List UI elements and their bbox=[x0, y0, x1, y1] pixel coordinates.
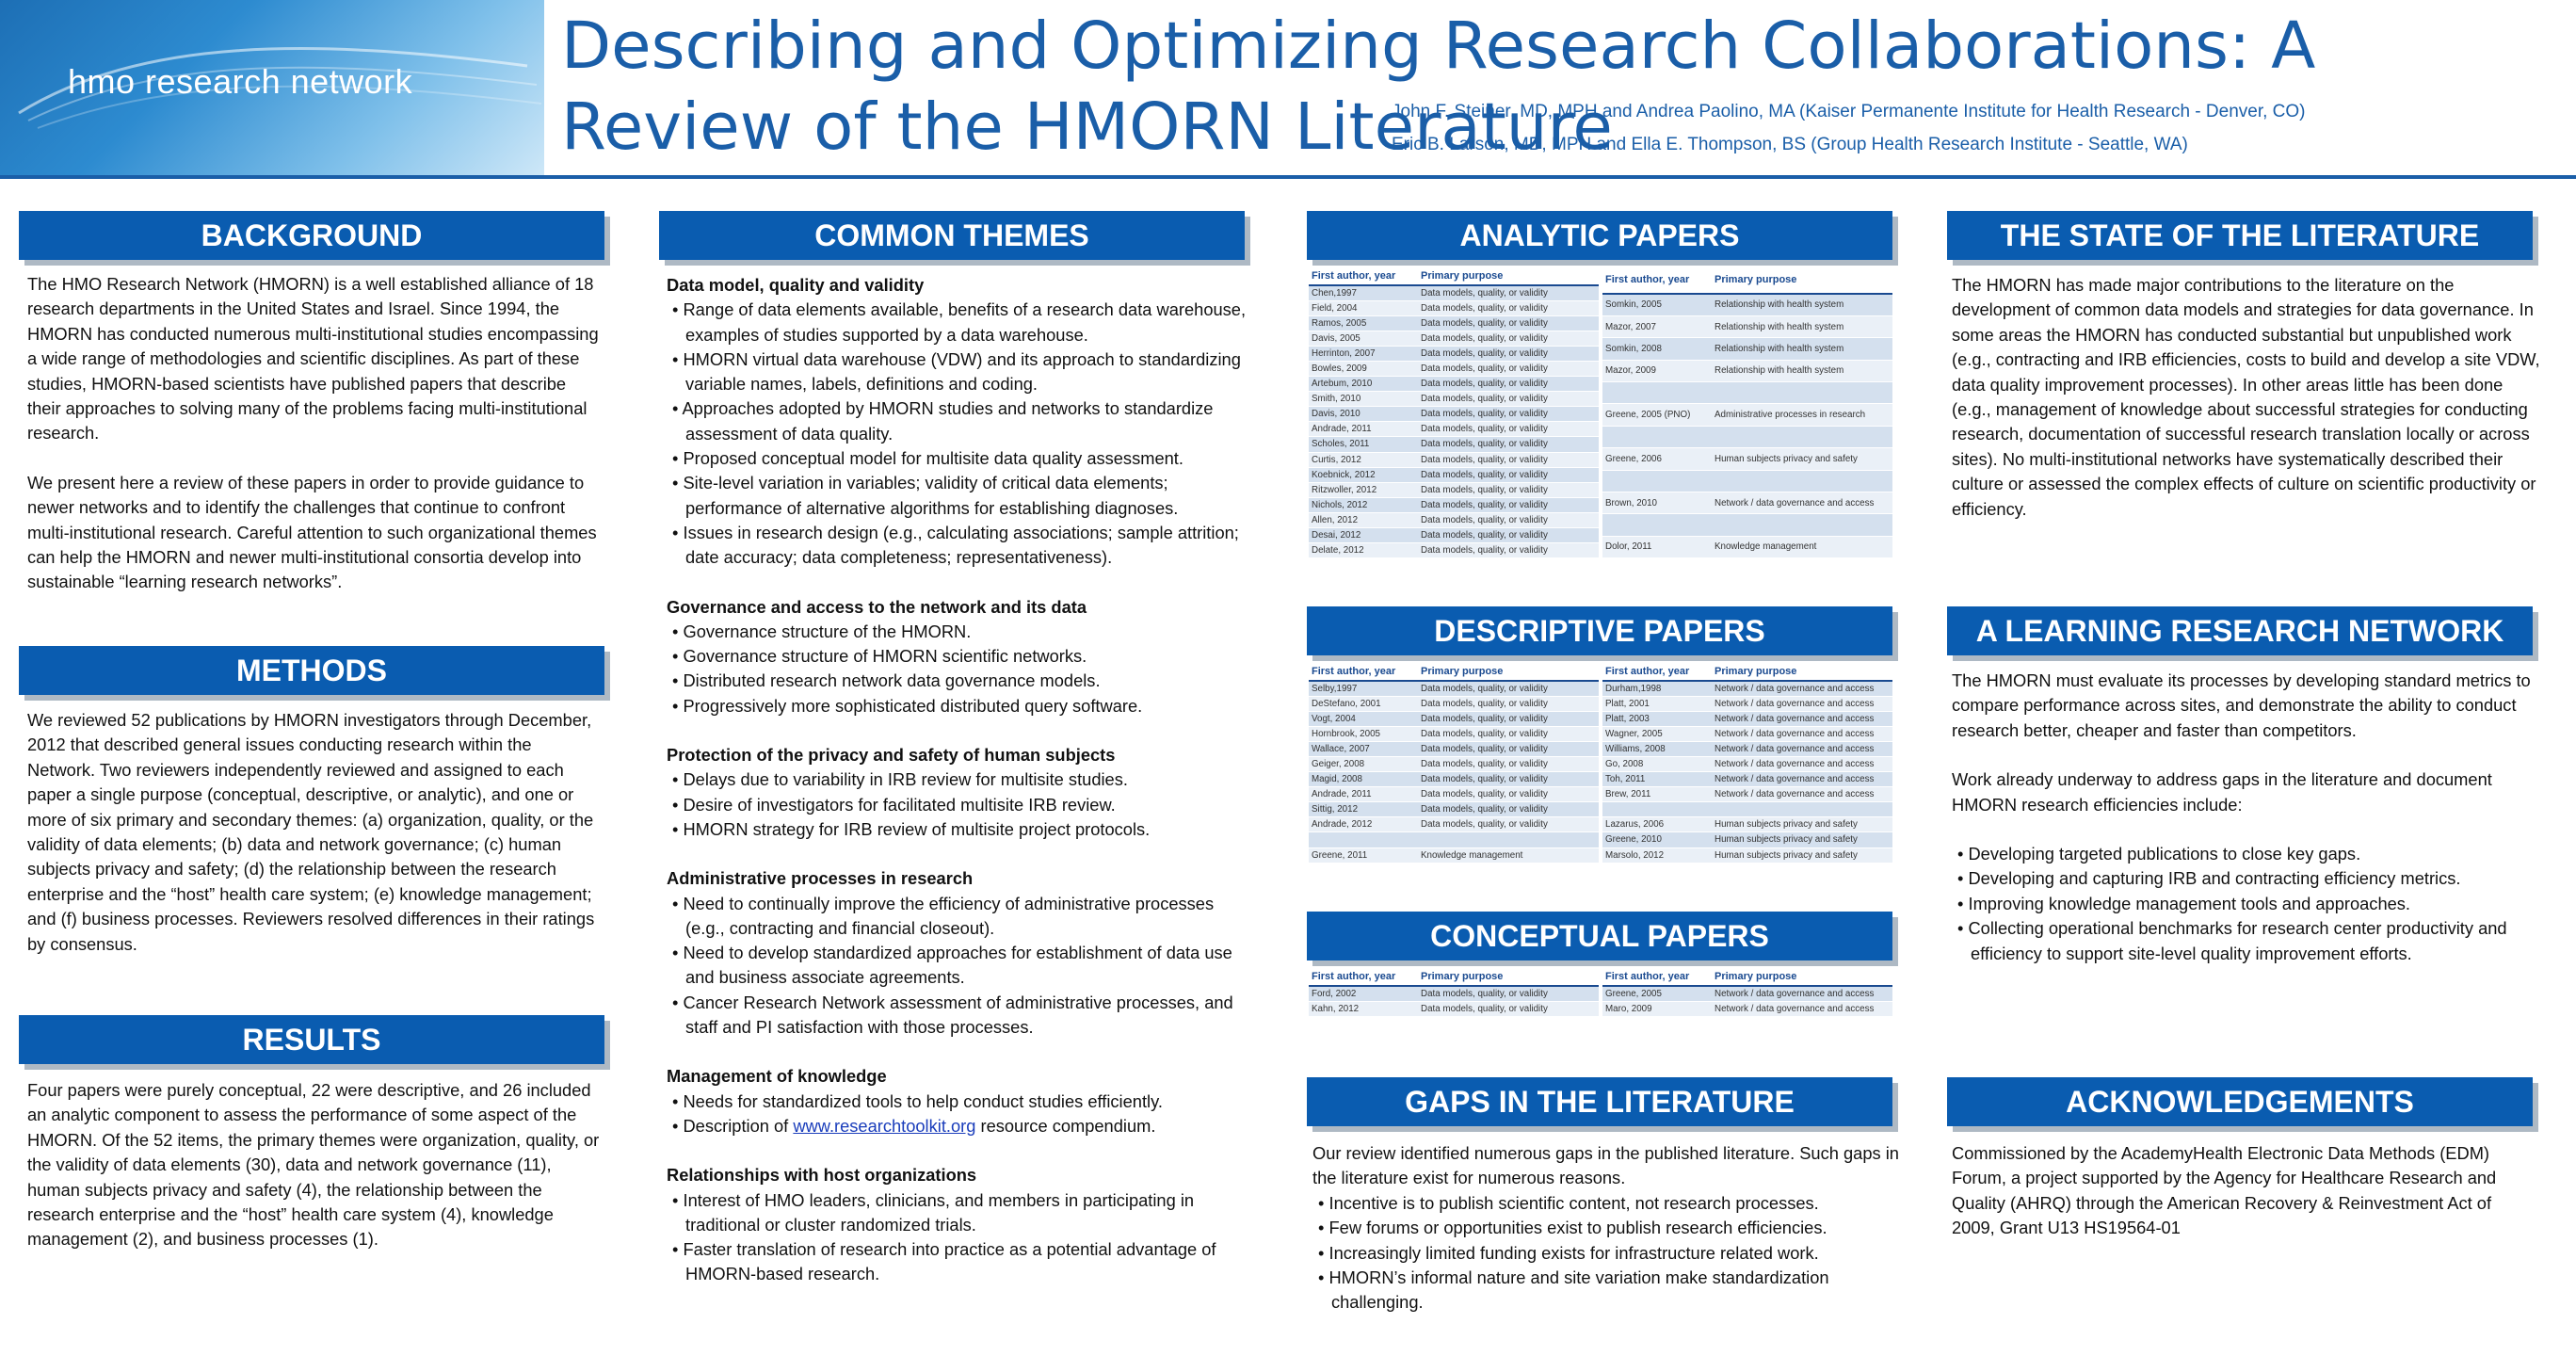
theme-item: • Desire of investigators for facilitated multisite IRB review. bbox=[672, 794, 1116, 815]
table-row bbox=[1309, 497, 1599, 512]
state-paragraph: The HMORN has made major contributions to the literature on the development of common data models and strategies for data governance. In some areas the HMORN has conducted substantial but unpublished work (e.g., contracting and IRB efficiencies, costs to build and develop a site VDW, data quality improvement processes). In other areas little has been done (e.g., management of knowledge about successful strategies for conducting research, documentation of successful research translation locally or across sites). No multi-institutional networks have systematically described their culture or assessed the complex effects of culture on scientific productivity or efficiency. bbox=[1952, 275, 2540, 519]
cell-purpose: Network / data governance and access bbox=[1712, 492, 1892, 513]
cell-author: Andrade, 2011 bbox=[1309, 787, 1418, 802]
cell-purpose: Data models, quality, or validity bbox=[1418, 422, 1599, 437]
cell-purpose: Administrative processes in research bbox=[1712, 404, 1892, 426]
table-row bbox=[1602, 448, 1892, 470]
theme-item: • Interest of HMO leaders, clinicians, and members in participating in traditional or cluster randomized trials. bbox=[672, 1189, 1195, 1235]
column-header-purpose: Primary purpose bbox=[1418, 662, 1599, 681]
theme-item: • Range of data elements available, benefits of a research data warehouse, examples of studies supported by a data warehouse. bbox=[672, 299, 1247, 345]
table-row bbox=[1602, 832, 1892, 848]
cell-purpose: Data models, quality, or validity bbox=[1418, 300, 1599, 315]
table-row bbox=[1602, 470, 1892, 492]
cell-purpose: Human subjects privacy and safety bbox=[1712, 848, 1892, 863]
cell-purpose: Data models, quality, or validity bbox=[1418, 528, 1599, 543]
cell-author: Greene, 2005 (PNO) bbox=[1602, 404, 1712, 426]
background-paragraph-1: The HMO Research Network (HMORN) is a well established alliance of 18 research departments in the United States and Israel. Since 1994, the HMORN has conducted numerous multi-institutional studies encompassing a wide range of methodologies and scientific disciplines. As part of these studies, HMORN-based scientists have published papers that describe their approaches to solving many of the problems facing multi-institutional research. bbox=[27, 274, 599, 444]
state-section bbox=[1952, 273, 2541, 522]
column-header-author: First author, year bbox=[1309, 662, 1418, 681]
table-row bbox=[1309, 772, 1599, 787]
table-row bbox=[1309, 832, 1599, 848]
table-row bbox=[1602, 741, 1892, 756]
column-header-purpose: Primary purpose bbox=[1418, 967, 1599, 986]
cell-author: Sittig, 2012 bbox=[1309, 802, 1418, 817]
background-heading: BACKGROUND bbox=[19, 211, 604, 260]
conceptual-table bbox=[1309, 967, 1892, 1017]
poster-title: Describing and Optimizing Research Collaborations: A Review of the HMORN Literature bbox=[561, 8, 2316, 165]
cell-author bbox=[1602, 514, 1712, 536]
cell-author: Desai, 2012 bbox=[1309, 528, 1418, 543]
table-row bbox=[1309, 407, 1599, 422]
cell-purpose bbox=[1712, 802, 1892, 817]
table-row bbox=[1602, 711, 1892, 726]
theme-item: • Governance structure of HMORN scientific networks. bbox=[672, 646, 1087, 667]
table-row bbox=[1309, 422, 1599, 437]
cell-author: Durham,1998 bbox=[1602, 681, 1712, 696]
table-row bbox=[1309, 848, 1599, 863]
cell-author: Bowles, 2009 bbox=[1309, 361, 1418, 376]
column-header-author: First author, year bbox=[1309, 967, 1418, 986]
cell-author: Dolor, 2011 bbox=[1602, 536, 1712, 558]
gaps-section bbox=[1312, 1141, 1915, 1316]
cell-purpose: Data models, quality, or validity bbox=[1418, 787, 1599, 802]
cell-purpose: Data models, quality, or validity bbox=[1418, 817, 1599, 832]
theme-item: • Proposed conceptual model for multisite data quality assessment. bbox=[672, 448, 1183, 469]
cell-author: Ritzwoller, 2012 bbox=[1309, 482, 1418, 497]
cell-purpose: Data models, quality, or validity bbox=[1418, 452, 1599, 467]
table-header-row bbox=[1602, 967, 1892, 986]
table-header-row bbox=[1309, 967, 1599, 986]
theme-item: • Approaches adopted by HMORN studies and networks to standardize assessment of data quality. bbox=[672, 398, 1214, 444]
cell-author: Geiger, 2008 bbox=[1309, 756, 1418, 771]
table-row bbox=[1602, 726, 1892, 741]
table-row bbox=[1602, 696, 1892, 711]
cell-purpose: Data models, quality, or validity bbox=[1418, 437, 1599, 452]
results-paragraph: Four papers were purely conceptual, 22 were descriptive, and 26 included an analytic component to assess the performance of some aspect of the HMORN. Of the 52 items, the primary themes were organization, quality, or the validity of data elements (30), data and network governance (11), human subjects privacy and safety (4), the relationship between the research enterprise and the “host” health care system (4), knowledge management (2), and business processes (1). bbox=[27, 1080, 600, 1250]
cell-purpose: Network / data governance and access bbox=[1712, 787, 1892, 802]
column-header-purpose: Primary purpose bbox=[1712, 662, 1892, 681]
table-row bbox=[1602, 426, 1892, 447]
cell-author bbox=[1309, 832, 1418, 848]
cell-purpose: Network / data governance and access bbox=[1712, 772, 1892, 787]
cell-author: Marsolo, 2012 bbox=[1602, 848, 1712, 863]
cell-author: Greene, 2010 bbox=[1602, 832, 1712, 848]
descriptive-table bbox=[1309, 662, 1892, 864]
cell-author: Vogt, 2004 bbox=[1309, 711, 1418, 726]
table-row bbox=[1602, 787, 1892, 802]
cell-purpose: Data models, quality, or validity bbox=[1418, 986, 1599, 1001]
table-row bbox=[1309, 377, 1599, 392]
table-row bbox=[1309, 741, 1599, 756]
analytic-table bbox=[1309, 266, 1892, 558]
table-row bbox=[1602, 514, 1892, 536]
table-row bbox=[1602, 772, 1892, 787]
table-row bbox=[1602, 382, 1892, 404]
cell-author: Magid, 2008 bbox=[1309, 772, 1418, 787]
cell-purpose: Data models, quality, or validity bbox=[1418, 741, 1599, 756]
learning-paragraph-2: Work already underway to address gaps in the literature and document HMORN research efficiencies include: bbox=[1952, 769, 2492, 815]
cell-purpose: Network / data governance and access bbox=[1712, 1001, 1892, 1016]
conceptual-table-right bbox=[1602, 967, 1892, 1017]
cell-author: DeStefano, 2001 bbox=[1309, 696, 1418, 711]
cell-author: Delate, 2012 bbox=[1309, 543, 1418, 558]
cell-author: Wallace, 2007 bbox=[1309, 741, 1418, 756]
cell-author: Artebum, 2010 bbox=[1309, 377, 1418, 392]
table-row bbox=[1602, 756, 1892, 771]
cell-purpose: Knowledge management bbox=[1418, 848, 1599, 863]
cell-purpose: Data models, quality, or validity bbox=[1418, 377, 1599, 392]
table-header-row bbox=[1602, 266, 1892, 294]
theme-item: • HMORN virtual data warehouse (VDW) and its approach to standardizing variable names, labels, definitions and coding. bbox=[672, 348, 1241, 395]
cell-purpose: Network / data governance and access bbox=[1712, 741, 1892, 756]
table-row bbox=[1309, 437, 1599, 452]
table-row bbox=[1309, 346, 1599, 361]
cell-author: Allen, 2012 bbox=[1309, 512, 1418, 527]
state-heading: THE STATE OF THE LITERATURE bbox=[1947, 211, 2533, 260]
table-row bbox=[1309, 543, 1599, 558]
column-header-author: First author, year bbox=[1602, 662, 1712, 681]
cell-purpose bbox=[1712, 426, 1892, 447]
themes-heading: COMMON THEMES bbox=[659, 211, 1245, 260]
table-row bbox=[1602, 986, 1892, 1001]
table-row bbox=[1309, 331, 1599, 346]
cell-purpose: Data models, quality, or validity bbox=[1418, 711, 1599, 726]
theme-item: • Progressively more sophisticated distributed query software. bbox=[672, 695, 1143, 716]
descriptive-table-left bbox=[1309, 662, 1599, 864]
cell-purpose: Data models, quality, or validity bbox=[1418, 407, 1599, 422]
results-section bbox=[27, 1078, 602, 1252]
cell-purpose: Data models, quality, or validity bbox=[1418, 681, 1599, 696]
table-row bbox=[1602, 817, 1892, 832]
cell-author bbox=[1602, 802, 1712, 817]
cell-author: Wagner, 2005 bbox=[1602, 726, 1712, 741]
gaps-item: • Increasingly limited funding exists for infrastructure related work. bbox=[1318, 1242, 1819, 1263]
table-row bbox=[1602, 315, 1892, 337]
learning-paragraph-1: The HMORN must evaluate its processes by developing standard metrics to compare performance across sites, and demonstrate the ability to conduct research better, cheaper and faster than competitors. bbox=[1952, 670, 2531, 740]
cell-author: Mazor, 2007 bbox=[1602, 315, 1712, 337]
cell-author: Platt, 2001 bbox=[1602, 696, 1712, 711]
cell-author: Maro, 2009 bbox=[1602, 1001, 1712, 1016]
cell-author: Williams, 2008 bbox=[1602, 741, 1712, 756]
cell-purpose: Data models, quality, or validity bbox=[1418, 512, 1599, 527]
cell-author bbox=[1602, 470, 1712, 492]
theme-item: • Site-level variation in variables; validity of critical data elements; performance of alternative algorithms for establishing diagnoses. bbox=[672, 473, 1179, 518]
header-divider bbox=[0, 175, 2576, 179]
cell-author: Kahn, 2012 bbox=[1309, 1001, 1418, 1016]
analytic-heading: ANALYTIC PAPERS bbox=[1307, 211, 1892, 260]
cell-author: Nichols, 2012 bbox=[1309, 497, 1418, 512]
column-header-purpose: Primary purpose bbox=[1712, 266, 1892, 294]
table-row bbox=[1309, 392, 1599, 407]
cell-author: Ramos, 2005 bbox=[1309, 315, 1418, 331]
table-row bbox=[1602, 294, 1892, 315]
theme-title: Governance and access to the network and its data bbox=[667, 596, 1087, 617]
theme-title: Administrative processes in research bbox=[667, 868, 974, 889]
logo-text: hmo research network bbox=[68, 62, 413, 101]
cell-purpose: Knowledge management bbox=[1712, 536, 1892, 558]
results-heading: RESULTS bbox=[19, 1015, 604, 1064]
table-row bbox=[1602, 492, 1892, 513]
ack-paragraph: Commissioned by the AcademyHealth Electronic Data Methods (EDM) Forum, a project supported by the Agency for Healthcare Research and Quality (AHRQ) through the American Recovery & Reinvestment Act of 2009, Grant U13 HS19564-01 bbox=[1952, 1143, 2497, 1238]
cell-purpose: Network / data governance and access bbox=[1712, 986, 1892, 1001]
cell-author: Davis, 2005 bbox=[1309, 331, 1418, 346]
theme-item: • Description of www.researchtoolkit.org resource compendium. bbox=[672, 1115, 1156, 1136]
theme-item: • Needs for standardized tools to help conduct studies efficiently. bbox=[672, 1090, 1163, 1111]
cell-purpose: Data models, quality, or validity bbox=[1418, 392, 1599, 407]
cell-purpose bbox=[1712, 382, 1892, 404]
conceptual-table-left bbox=[1309, 967, 1599, 1017]
analytic-table-left bbox=[1309, 266, 1599, 558]
column-header-author: First author, year bbox=[1602, 266, 1712, 294]
table-row bbox=[1602, 1001, 1892, 1016]
cell-purpose: Data models, quality, or validity bbox=[1418, 346, 1599, 361]
table-row bbox=[1309, 482, 1599, 497]
table-row bbox=[1309, 986, 1599, 1001]
column-header-author: First author, year bbox=[1602, 967, 1712, 986]
cell-purpose bbox=[1712, 470, 1892, 492]
themes-section bbox=[667, 273, 1250, 1287]
cell-purpose: Relationship with health system bbox=[1712, 294, 1892, 315]
table-row bbox=[1602, 404, 1892, 426]
cell-purpose: Human subjects privacy and safety bbox=[1712, 817, 1892, 832]
gaps-item: • HMORN’s informal nature and site variation make standardization challenging. bbox=[1318, 1267, 1829, 1313]
cell-author: Toh, 2011 bbox=[1602, 772, 1712, 787]
author-line-2: Eric B. Larson, MD, MPH and Ella E. Thompson, BS (Group Health Research Institute - Seattle, WA) bbox=[1392, 135, 2188, 154]
table-row bbox=[1602, 338, 1892, 360]
theme-item: • Delays due to variability in IRB review for multisite studies. bbox=[672, 769, 1128, 790]
theme-title: Management of knowledge bbox=[667, 1066, 887, 1087]
cell-author: Koebnick, 2012 bbox=[1309, 467, 1418, 482]
gaps-heading: GAPS IN THE LITERATURE bbox=[1307, 1077, 1892, 1126]
cell-purpose: Network / data governance and access bbox=[1712, 681, 1892, 696]
cell-purpose: Data models, quality, or validity bbox=[1418, 467, 1599, 482]
table-row bbox=[1602, 848, 1892, 863]
cell-author: Greene, 2005 bbox=[1602, 986, 1712, 1001]
analytic-table-right bbox=[1602, 266, 1892, 558]
theme-title: Data model, quality and validity bbox=[667, 275, 925, 295]
theme-item: • Faster translation of research into practice as a potential advantage of HMORN-based research. bbox=[672, 1239, 1216, 1284]
theme-item: • Need to continually improve the efficiency of administrative processes (e.g., contracting and financial closeout). bbox=[672, 893, 1215, 938]
cell-author bbox=[1602, 426, 1712, 447]
cell-author: Andrade, 2012 bbox=[1309, 817, 1418, 832]
descriptive-heading: DESCRIPTIVE PAPERS bbox=[1307, 606, 1892, 655]
cell-author: Selby,1997 bbox=[1309, 681, 1418, 696]
table-row bbox=[1602, 360, 1892, 381]
learning-heading: A LEARNING RESEARCH NETWORK bbox=[1947, 606, 2533, 655]
table-row bbox=[1602, 536, 1892, 558]
table-row bbox=[1309, 528, 1599, 543]
cell-purpose: Data models, quality, or validity bbox=[1418, 482, 1599, 497]
table-row bbox=[1309, 452, 1599, 467]
cell-purpose: Data models, quality, or validity bbox=[1418, 802, 1599, 817]
learning-item: • Improving knowledge management tools and approaches. bbox=[1957, 893, 2410, 913]
cell-author: Platt, 2003 bbox=[1602, 711, 1712, 726]
cell-author: Herrinton, 2007 bbox=[1309, 346, 1418, 361]
cell-author: Hornbrook, 2005 bbox=[1309, 726, 1418, 741]
cell-purpose: Network / data governance and access bbox=[1712, 756, 1892, 771]
table-row bbox=[1309, 802, 1599, 817]
cell-author: Curtis, 2012 bbox=[1309, 452, 1418, 467]
cell-purpose: Data models, quality, or validity bbox=[1418, 285, 1599, 300]
cell-purpose: Data models, quality, or validity bbox=[1418, 726, 1599, 741]
table-row bbox=[1309, 361, 1599, 376]
methods-section bbox=[27, 708, 604, 957]
cell-author: Ford, 2002 bbox=[1309, 986, 1418, 1001]
cell-purpose bbox=[1712, 514, 1892, 536]
cell-author: Lazarus, 2006 bbox=[1602, 817, 1712, 832]
conceptual-heading: CONCEPTUAL PAPERS bbox=[1307, 912, 1892, 960]
researchtoolkit-link[interactable]: www.researchtoolkit.org bbox=[793, 1115, 976, 1136]
gaps-intro: Our review identified numerous gaps in the published literature. Such gaps in the literature exist for numerous reasons. bbox=[1312, 1143, 1899, 1188]
table-row bbox=[1309, 696, 1599, 711]
table-row bbox=[1309, 681, 1599, 696]
author-line-1: John F. Steiner, MD, MPH and Andrea Paolino, MA (Kaiser Permanente Institute for Health Research - Denver, CO) bbox=[1392, 102, 2306, 121]
cell-author: Brown, 2010 bbox=[1602, 492, 1712, 513]
cell-purpose: Relationship with health system bbox=[1712, 338, 1892, 360]
table-row bbox=[1309, 512, 1599, 527]
table-row bbox=[1309, 300, 1599, 315]
table-row bbox=[1309, 467, 1599, 482]
table-header-row bbox=[1309, 266, 1599, 285]
table-row bbox=[1309, 726, 1599, 741]
theme-title: Relationships with host organizations bbox=[667, 1165, 977, 1186]
learning-item: • Collecting operational benchmarks for research center productivity and efficiency to support site-level quality improvement efforts. bbox=[1957, 918, 2507, 963]
cell-purpose: Data models, quality, or validity bbox=[1418, 772, 1599, 787]
methods-heading: METHODS bbox=[19, 646, 604, 695]
cell-purpose: Data models, quality, or validity bbox=[1418, 331, 1599, 346]
cell-author: Somkin, 2005 bbox=[1602, 294, 1712, 315]
descriptive-table-right bbox=[1602, 662, 1892, 864]
theme-item: • Distributed research network data governance models. bbox=[672, 670, 1101, 691]
theme-title: Protection of the privacy and safety of human subjects bbox=[667, 745, 1116, 766]
cell-purpose: Data models, quality, or validity bbox=[1418, 756, 1599, 771]
logo-panel bbox=[0, 0, 544, 179]
learning-item: • Developing targeted publications to close key gaps. bbox=[1957, 844, 2361, 864]
cell-purpose: Network / data governance and access bbox=[1712, 711, 1892, 726]
background-section bbox=[27, 272, 602, 595]
theme-item: • Issues in research design (e.g., calculating associations; sample attrition; date accuracy; data completeness; representativeness). bbox=[672, 522, 1239, 568]
table-row bbox=[1309, 315, 1599, 331]
cell-purpose: Data models, quality, or validity bbox=[1418, 543, 1599, 558]
table-row bbox=[1309, 711, 1599, 726]
table-row bbox=[1309, 817, 1599, 832]
cell-purpose: Human subjects privacy and safety bbox=[1712, 448, 1892, 470]
cell-author: Smith, 2010 bbox=[1309, 392, 1418, 407]
table-row bbox=[1309, 787, 1599, 802]
cell-purpose: Network / data governance and access bbox=[1712, 726, 1892, 741]
table-row bbox=[1309, 1001, 1599, 1016]
table-header-row bbox=[1309, 662, 1599, 681]
cell-author: Davis, 2010 bbox=[1309, 407, 1418, 422]
column-header-purpose: Primary purpose bbox=[1712, 967, 1892, 986]
cell-purpose: Relationship with health system bbox=[1712, 360, 1892, 381]
table-row bbox=[1602, 802, 1892, 817]
table-row bbox=[1602, 681, 1892, 696]
cell-purpose: Human subjects privacy and safety bbox=[1712, 832, 1892, 848]
theme-item: • Cancer Research Network assessment of administrative processes, and staff and PI satisfaction with those processes. bbox=[672, 992, 1233, 1038]
cell-author: Greene, 2006 bbox=[1602, 448, 1712, 470]
cell-purpose: Data models, quality, or validity bbox=[1418, 361, 1599, 376]
column-header-purpose: Primary purpose bbox=[1418, 266, 1599, 285]
methods-paragraph: We reviewed 52 publications by HMORN investigators through December, 2012 that described general issues conducting research within the Network. Two reviewers independently reviewed and assigned to each paper a single purpose (conceptual, descriptive, or analytic), and one or more of six primary and secondary themes: (a) organization, quality, or the validity of data elements; (b) data and network governance; (c) human subjects privacy and safety; (d) the relationship between the research enterprise and the “host” health care system; (e) knowledge management; and (f) business processes. Reviewers resolved differences in their ratings by consensus. bbox=[27, 710, 595, 954]
cell-author: Brew, 2011 bbox=[1602, 787, 1712, 802]
gaps-item: • Few forums or opportunities exist to publish research efficiencies. bbox=[1318, 1218, 1827, 1238]
cell-author: Field, 2004 bbox=[1309, 300, 1418, 315]
cell-purpose: Network / data governance and access bbox=[1712, 696, 1892, 711]
learning-item: • Developing and capturing IRB and contracting efficiency metrics. bbox=[1957, 868, 2461, 889]
cell-author: Chen,1997 bbox=[1309, 285, 1418, 300]
gaps-item: • Incentive is to publish scientific content, not research processes. bbox=[1318, 1192, 1819, 1213]
cell-purpose: Data models, quality, or validity bbox=[1418, 315, 1599, 331]
table-row bbox=[1309, 756, 1599, 771]
learning-section bbox=[1952, 669, 2541, 966]
cell-author: Andrade, 2011 bbox=[1309, 422, 1418, 437]
cell-purpose: Data models, quality, or validity bbox=[1418, 1001, 1599, 1016]
cell-author: Mazor, 2009 bbox=[1602, 360, 1712, 381]
cell-author: Go, 2008 bbox=[1602, 756, 1712, 771]
poster-header bbox=[0, 0, 2576, 179]
background-paragraph-2: We present here a review of these papers in order to provide guidance to newer networks and to identify the challenges that continue to confront multi-institutional research. Careful attention to such organizational themes can help the HMORN and newer multi-institutional consortia develop into sustainable “learning research networks”. bbox=[27, 472, 597, 592]
cell-author: Greene, 2011 bbox=[1309, 848, 1418, 863]
theme-item: • HMORN strategy for IRB review of multisite project protocols. bbox=[672, 818, 1151, 839]
cell-purpose: Data models, quality, or validity bbox=[1418, 497, 1599, 512]
cell-author: Scholes, 2011 bbox=[1309, 437, 1418, 452]
cell-purpose: Data models, quality, or validity bbox=[1418, 696, 1599, 711]
cell-author bbox=[1602, 382, 1712, 404]
ack-heading: ACKNOWLEDGEMENTS bbox=[1947, 1077, 2533, 1126]
column-header-author: First author, year bbox=[1309, 266, 1418, 285]
table-row bbox=[1309, 285, 1599, 300]
cell-author: Somkin, 2008 bbox=[1602, 338, 1712, 360]
table-header-row bbox=[1602, 662, 1892, 681]
theme-item: • Governance structure of the HMORN. bbox=[672, 621, 972, 641]
theme-item: • Need to develop standardized approaches for establishment of data use and business associate agreements. bbox=[672, 943, 1232, 988]
cell-purpose bbox=[1418, 832, 1599, 848]
cell-purpose: Relationship with health system bbox=[1712, 315, 1892, 337]
ack-section bbox=[1952, 1141, 2532, 1241]
